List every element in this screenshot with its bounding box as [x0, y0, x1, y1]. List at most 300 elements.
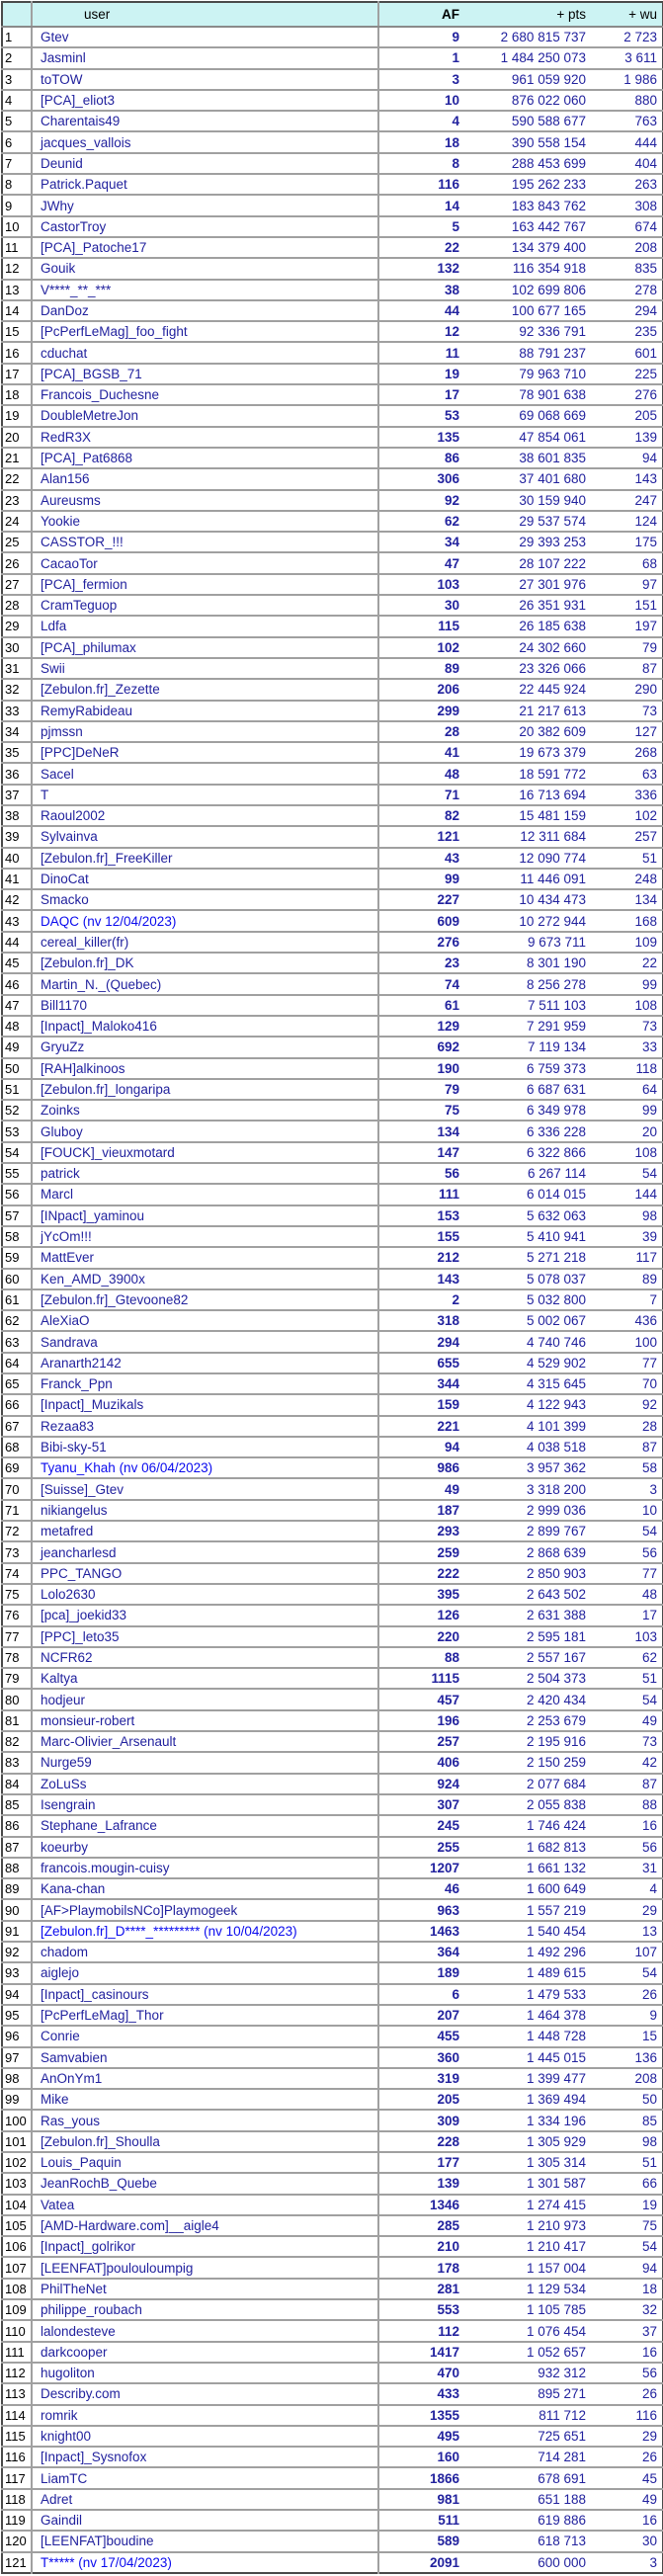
table-row: [2, 27, 663, 47]
user-link[interactable]: nikiangelus: [32, 1500, 378, 1521]
rank-cell: 58: [2, 1226, 32, 1247]
user-link[interactable]: Martin_N._(Quebec): [32, 973, 378, 994]
rank-cell: 47: [2, 995, 32, 1016]
user-link[interactable]: Gouik: [32, 258, 378, 279]
user-link[interactable]: [Suisse]_Gtev: [32, 1478, 378, 1499]
user-link[interactable]: Patrick.Paquet: [32, 174, 378, 195]
wu-cell: 56: [595, 1837, 663, 1858]
pts-cell: 619 886: [465, 2510, 595, 2531]
wu-cell: 116: [595, 2405, 663, 2426]
pts-cell: 2 150 259: [465, 1752, 595, 1773]
user-link[interactable]: Samvabien: [32, 2047, 378, 2068]
af-cell: 395: [378, 1584, 465, 1605]
wu-cell: 336: [595, 785, 663, 805]
table-row: [2, 1731, 663, 1752]
af-cell: 82: [378, 805, 465, 826]
table-row: [2, 721, 663, 742]
pts-cell: 1 369 494: [465, 2089, 595, 2110]
pts-cell: 88 791 237: [465, 342, 595, 363]
user-link[interactable]: Describy.com: [32, 2383, 378, 2404]
user-link[interactable]: [PCA]_BGSB_71: [32, 364, 378, 384]
user-link[interactable]: hodjeur: [32, 1689, 378, 1709]
wu-cell: 835: [595, 258, 663, 279]
user-link[interactable]: CramTeguop: [32, 595, 378, 616]
pts-cell: 5 410 941: [465, 1226, 595, 1247]
wu-cell: 108: [595, 995, 663, 1016]
pts-cell: 1 210 973: [465, 2215, 595, 2236]
wu-cell: 9: [595, 2005, 663, 2026]
pts-cell: 4 529 902: [465, 1353, 595, 1373]
table-row: [2, 1247, 663, 1268]
user-link[interactable]: [Inpact]_casinours: [32, 1984, 378, 2005]
pts-cell: 725 651: [465, 2426, 595, 2447]
user-link[interactable]: darkcooper: [32, 2342, 378, 2363]
user-link[interactable]: LiamTC: [32, 2467, 378, 2488]
table-row: [2, 616, 663, 636]
af-cell: 6: [378, 1984, 465, 2005]
user-link[interactable]: V****_**_***: [32, 280, 378, 300]
user-link[interactable]: AleXiaO: [32, 1310, 378, 1331]
user-link[interactable]: [Zebulon.fr]_longaripa: [32, 1079, 378, 1100]
wu-cell: 18: [595, 2279, 663, 2299]
af-cell: 553: [378, 2299, 465, 2320]
user-link[interactable]: philippe_roubach: [32, 2299, 378, 2320]
table-row: [2, 2257, 663, 2278]
user-link[interactable]: Ras_yous: [32, 2110, 378, 2130]
pts-cell: 1 484 250 073: [465, 47, 595, 68]
rank-cell: 49: [2, 1037, 32, 1057]
table-row: [2, 490, 663, 511]
wu-cell: 276: [595, 384, 663, 405]
table-row: [2, 1521, 663, 1541]
user-link[interactable]: Adret: [32, 2489, 378, 2510]
pts-cell: 134 379 400: [465, 237, 595, 258]
rank-cell: 118: [2, 2489, 32, 2510]
table-row: [2, 195, 663, 215]
rank-cell: 57: [2, 1205, 32, 1226]
user-link[interactable]: [AF>PlaymobilsNCo]Playmogeek: [32, 1899, 378, 1920]
user-link[interactable]: aiglejo: [32, 1962, 378, 1983]
user-link[interactable]: [PCA]_Pat6868: [32, 448, 378, 468]
wu-cell: 30: [595, 2531, 663, 2551]
rank-cell: 102: [2, 2152, 32, 2173]
user-link[interactable]: Marcl: [32, 1184, 378, 1205]
user-link[interactable]: AnOnYm1: [32, 2068, 378, 2089]
user-link[interactable]: T***** (nv 17/04/2023): [32, 2552, 378, 2573]
rank-cell: 111: [2, 2342, 32, 2363]
af-cell: 160: [378, 2447, 465, 2467]
wu-cell: 436: [595, 1310, 663, 1331]
table-row: [2, 1331, 663, 1352]
user-link[interactable]: Gaindil: [32, 2510, 378, 2531]
user-link[interactable]: RedR3X: [32, 427, 378, 448]
table-row: [2, 2215, 663, 2236]
user-link[interactable]: [Zebulon.fr]_DK: [32, 953, 378, 973]
af-cell: 3: [378, 69, 465, 90]
rank-cell: 34: [2, 721, 32, 742]
af-cell: 14: [378, 195, 465, 215]
af-cell: 609: [378, 910, 465, 931]
wu-cell: 205: [595, 405, 663, 426]
af-cell: 210: [378, 2236, 465, 2257]
user-link[interactable]: PPC_TANGO: [32, 1563, 378, 1584]
user-link[interactable]: Yookie: [32, 511, 378, 532]
user-link[interactable]: [PPC]DeNeR: [32, 742, 378, 763]
user-link[interactable]: [LEENFAT]poulouloumpig: [32, 2257, 378, 2278]
user-link[interactable]: Bill1170: [32, 995, 378, 1016]
rank-cell: 92: [2, 1942, 32, 1962]
user-link[interactable]: DanDoz: [32, 300, 378, 321]
wu-cell: 100: [595, 1331, 663, 1352]
user-link[interactable]: DAQC (nv 12/04/2023): [32, 910, 378, 931]
user-link[interactable]: Zoinks: [32, 1100, 378, 1121]
user-link[interactable]: cduchat: [32, 342, 378, 363]
pts-cell: 1 210 417: [465, 2236, 595, 2257]
wu-cell: 19: [595, 2195, 663, 2215]
user-link[interactable]: JWhy: [32, 195, 378, 215]
user-link[interactable]: Sacel: [32, 763, 378, 784]
user-link[interactable]: Bibi-sky-51: [32, 1437, 378, 1457]
af-cell: 360: [378, 2047, 465, 2068]
rank-cell: 96: [2, 2026, 32, 2046]
pts-cell: 1 557 219: [465, 1899, 595, 1920]
rank-cell: 46: [2, 973, 32, 994]
pts-cell: 38 601 835: [465, 448, 595, 468]
user-link[interactable]: Isengrain: [32, 1794, 378, 1815]
user-link[interactable]: DoubleMetreJon: [32, 405, 378, 426]
af-cell: 245: [378, 1815, 465, 1836]
user-link[interactable]: Ken_AMD_3900x: [32, 1269, 378, 1289]
wu-cell: 108: [595, 1142, 663, 1163]
wu-cell: 16: [595, 1815, 663, 1836]
rank-cell: 119: [2, 2510, 32, 2531]
user-link[interactable]: [pca]_joekid33: [32, 1605, 378, 1625]
wu-cell: 87: [595, 1774, 663, 1794]
user-link[interactable]: Nurge59: [32, 1752, 378, 1773]
user-link[interactable]: Deunid: [32, 153, 378, 174]
user-link[interactable]: JeanRochB_Quebe: [32, 2173, 378, 2194]
user-link[interactable]: Lolo2630: [32, 1584, 378, 1605]
user-link[interactable]: [Inpact]_golrikor: [32, 2236, 378, 2257]
user-link[interactable]: jYcOm!!!: [32, 1226, 378, 1247]
user-link[interactable]: Kana-chan: [32, 1878, 378, 1899]
user-link[interactable]: [PCA]_eliot3: [32, 90, 378, 111]
rank-cell: 37: [2, 785, 32, 805]
pts-cell: 1 448 728: [465, 2026, 595, 2046]
table-row: [2, 69, 663, 90]
table-row: [2, 1984, 663, 2005]
pts-cell: 18 591 772: [465, 763, 595, 784]
af-cell: 30: [378, 595, 465, 616]
pts-cell: 1 445 015: [465, 2047, 595, 2068]
wu-cell: 48: [595, 1584, 663, 1605]
pts-cell: 1 746 424: [465, 1815, 595, 1836]
wu-cell: 3: [595, 2552, 663, 2573]
user-link[interactable]: Aureusms: [32, 490, 378, 511]
af-cell: 220: [378, 1626, 465, 1647]
rank-column-header: [2, 2, 32, 27]
wu-cell: 58: [595, 1457, 663, 1478]
rank-cell: 114: [2, 2405, 32, 2426]
table-row: [2, 2510, 663, 2531]
pts-cell: 2 850 903: [465, 1563, 595, 1584]
af-cell: 56: [378, 1163, 465, 1184]
user-link[interactable]: lalondesteve: [32, 2320, 378, 2341]
user-link[interactable]: CastorTroy: [32, 216, 378, 237]
wu-cell: 98: [595, 2131, 663, 2152]
pts-cell: 2 999 036: [465, 1500, 595, 1521]
rank-cell: 109: [2, 2299, 32, 2320]
table-row: [2, 1079, 663, 1100]
user-link[interactable]: [Zebulon.fr]_D****_********* (nv 10/04/2023): [32, 1921, 378, 1942]
af-cell: 511: [378, 2510, 465, 2531]
user-link[interactable]: CacaoTor: [32, 552, 378, 573]
user-link[interactable]: francois.mougin-cuisy: [32, 1858, 378, 1878]
wu-column-header: + wu: [595, 2, 663, 27]
wu-cell: 51: [595, 1668, 663, 1689]
user-link[interactable]: [PPC]_leto35: [32, 1626, 378, 1647]
user-link[interactable]: toTOW: [32, 69, 378, 90]
user-link[interactable]: Sylvainva: [32, 826, 378, 847]
table-row: [2, 364, 663, 384]
user-link[interactable]: Swii: [32, 658, 378, 679]
wu-cell: 73: [595, 1731, 663, 1752]
pts-cell: 600 000: [465, 2552, 595, 2573]
wu-cell: 102: [595, 805, 663, 826]
wu-cell: 68: [595, 552, 663, 573]
user-link[interactable]: [PCA]_Patoche17: [32, 237, 378, 258]
user-link[interactable]: MattEver: [32, 1247, 378, 1268]
wu-cell: 7: [595, 1289, 663, 1310]
user-link[interactable]: [RAH]alkinoos: [32, 1058, 378, 1079]
user-link[interactable]: Conrie: [32, 2026, 378, 2046]
rank-cell: 72: [2, 1521, 32, 1541]
user-link[interactable]: Aranarth2142: [32, 1353, 378, 1373]
wu-cell: 16: [595, 2510, 663, 2531]
wu-cell: 208: [595, 237, 663, 258]
wu-cell: 1 986: [595, 69, 663, 90]
af-column-header: AF: [378, 2, 465, 27]
user-link[interactable]: Sandrava: [32, 1331, 378, 1352]
af-cell: 1417: [378, 2342, 465, 2363]
pts-cell: 23 326 066: [465, 658, 595, 679]
rank-cell: 89: [2, 1878, 32, 1899]
af-cell: 17: [378, 384, 465, 405]
user-link[interactable]: jeancharlesd: [32, 1541, 378, 1562]
user-link[interactable]: Ldfa: [32, 616, 378, 636]
rank-cell: 20: [2, 427, 32, 448]
af-cell: 190: [378, 1058, 465, 1079]
rank-cell: 101: [2, 2131, 32, 2152]
wu-cell: 13: [595, 1921, 663, 1942]
user-link[interactable]: RemyRabideau: [32, 701, 378, 721]
user-link[interactable]: GryuZz: [32, 1037, 378, 1057]
user-link[interactable]: [LEENFAT]boudine: [32, 2531, 378, 2551]
user-link[interactable]: patrick: [32, 1163, 378, 1184]
user-link[interactable]: [Inpact]_Maloko416: [32, 1016, 378, 1037]
wu-cell: 143: [595, 468, 663, 489]
wu-cell: 98: [595, 1205, 663, 1226]
af-cell: 8: [378, 153, 465, 174]
user-link[interactable]: [PCA]_fermion: [32, 574, 378, 595]
user-link[interactable]: DinoCat: [32, 869, 378, 889]
user-link[interactable]: Marc-Olivier_Arsenault: [32, 1731, 378, 1752]
af-cell: 319: [378, 2068, 465, 2089]
af-cell: 88: [378, 1647, 465, 1668]
pts-cell: 651 188: [465, 2489, 595, 2510]
rank-cell: 81: [2, 1710, 32, 1731]
table-row: [2, 280, 663, 300]
pts-cell: 8 301 190: [465, 953, 595, 973]
pts-cell: 1 305 314: [465, 2152, 595, 2173]
user-link[interactable]: [Inpact]_Muzikals: [32, 1394, 378, 1415]
af-cell: 228: [378, 2131, 465, 2152]
user-link[interactable]: koeurby: [32, 1837, 378, 1858]
user-link[interactable]: [Zebulon.fr]_Gtevoone82: [32, 1289, 378, 1310]
wu-cell: 294: [595, 300, 663, 321]
af-cell: 294: [378, 1331, 465, 1352]
wu-cell: 139: [595, 427, 663, 448]
user-link[interactable]: Smacko: [32, 889, 378, 910]
wu-cell: 151: [595, 595, 663, 616]
table-row: [2, 1962, 663, 1983]
af-cell: 62: [378, 511, 465, 532]
table-row: [2, 1500, 663, 1521]
user-link[interactable]: chadom: [32, 1942, 378, 1962]
rank-cell: 62: [2, 1310, 32, 1331]
user-link[interactable]: hugoliton: [32, 2363, 378, 2383]
user-link[interactable]: Kaltya: [32, 1668, 378, 1689]
rank-cell: 3: [2, 69, 32, 90]
user-link[interactable]: pjmssn: [32, 721, 378, 742]
user-link[interactable]: [Zebulon.fr]_Zezette: [32, 679, 378, 700]
user-link[interactable]: Rezaa83: [32, 1416, 378, 1437]
wu-cell: 168: [595, 910, 663, 931]
wu-cell: 28: [595, 1416, 663, 1437]
user-link[interactable]: [PCA]_philumax: [32, 637, 378, 658]
user-link[interactable]: T: [32, 785, 378, 805]
table-body: [2, 27, 663, 2573]
af-cell: 132: [378, 258, 465, 279]
user-link[interactable]: Vatea: [32, 2195, 378, 2215]
wu-cell: 56: [595, 1541, 663, 1562]
rank-cell: 4: [2, 90, 32, 111]
user-link[interactable]: Francois_Duchesne: [32, 384, 378, 405]
rank-cell: 21: [2, 448, 32, 468]
rank-cell: 117: [2, 2467, 32, 2488]
user-link[interactable]: [Zebulon.fr]_Shoulla: [32, 2131, 378, 2152]
af-cell: 221: [378, 1416, 465, 1437]
user-link[interactable]: NCFR62: [32, 1647, 378, 1668]
user-link[interactable]: [PcPerfLeMag]_foo_fight: [32, 321, 378, 342]
wu-cell: 118: [595, 1058, 663, 1079]
user-link[interactable]: Gluboy: [32, 1121, 378, 1141]
user-link[interactable]: metafred: [32, 1521, 378, 1541]
af-cell: 9: [378, 27, 465, 47]
user-link[interactable]: Franck_Ppn: [32, 1373, 378, 1394]
af-cell: 121: [378, 826, 465, 847]
user-link[interactable]: Tyanu_Khah (nv 06/04/2023): [32, 1457, 378, 1478]
user-link[interactable]: [PcPerfLeMag]_Thor: [32, 2005, 378, 2026]
af-cell: 102: [378, 637, 465, 658]
user-link[interactable]: Alan156: [32, 468, 378, 489]
wu-cell: 208: [595, 2068, 663, 2089]
user-link[interactable]: romrik: [32, 2405, 378, 2426]
af-cell: 299: [378, 701, 465, 721]
user-link[interactable]: [AMD-Hardware.com]__aigle4: [32, 2215, 378, 2236]
table-row: [2, 2299, 663, 2320]
pts-cell: 1 334 196: [465, 2110, 595, 2130]
af-cell: 2: [378, 1289, 465, 1310]
af-cell: 28: [378, 721, 465, 742]
pts-cell: 618 713: [465, 2531, 595, 2551]
rank-cell: 71: [2, 1500, 32, 1521]
table-row: [2, 2089, 663, 2110]
af-cell: 177: [378, 2152, 465, 2173]
wu-cell: 51: [595, 2152, 663, 2173]
user-link[interactable]: [INpact]_yaminou: [32, 1205, 378, 1226]
wu-cell: 2 723: [595, 27, 663, 47]
af-cell: 126: [378, 1605, 465, 1625]
user-link[interactable]: jacques_vallois: [32, 131, 378, 152]
user-link[interactable]: ZoLuSs: [32, 1774, 378, 1794]
rank-cell: 112: [2, 2363, 32, 2383]
rank-cell: 106: [2, 2236, 32, 2257]
user-link[interactable]: cereal_killer(fr): [32, 932, 378, 953]
user-link[interactable]: monsieur-robert: [32, 1710, 378, 1731]
af-cell: 112: [378, 2320, 465, 2341]
user-link[interactable]: Jasminl: [32, 47, 378, 68]
user-link[interactable]: [Inpact]_Sysnofox: [32, 2447, 378, 2467]
pts-cell: 4 740 746: [465, 1331, 595, 1352]
user-link[interactable]: [Zebulon.fr]_FreeKiller: [32, 848, 378, 869]
user-link[interactable]: Stephane_Lafrance: [32, 1815, 378, 1836]
user-link[interactable]: Charentais49: [32, 111, 378, 131]
user-link[interactable]: Raoul2002: [32, 805, 378, 826]
user-link[interactable]: Gtev: [32, 27, 378, 47]
wu-cell: 77: [595, 1563, 663, 1584]
pts-cell: 1 489 615: [465, 1962, 595, 1983]
rank-cell: 53: [2, 1121, 32, 1141]
af-cell: 457: [378, 1689, 465, 1709]
pts-cell: 100 677 165: [465, 300, 595, 321]
user-link[interactable]: CASSTOR_!!!: [32, 532, 378, 552]
rank-cell: 108: [2, 2279, 32, 2299]
wu-cell: 26: [595, 2383, 663, 2404]
user-link[interactable]: [FOUCK]_vieuxmotard: [32, 1142, 378, 1163]
wu-cell: 235: [595, 321, 663, 342]
pts-cell: 19 673 379: [465, 742, 595, 763]
rank-cell: 93: [2, 1962, 32, 1983]
pts-cell: 2 557 167: [465, 1647, 595, 1668]
table-row: [2, 1394, 663, 1415]
pts-cell: 4 101 399: [465, 1416, 595, 1437]
table-row: [2, 2110, 663, 2130]
rank-cell: 29: [2, 616, 32, 636]
table-row: [2, 321, 663, 342]
wu-cell: 33: [595, 1037, 663, 1057]
af-cell: 61: [378, 995, 465, 1016]
user-link[interactable]: PhilTheNet: [32, 2279, 378, 2299]
rank-cell: 31: [2, 658, 32, 679]
user-link[interactable]: Mike: [32, 2089, 378, 2110]
user-link[interactable]: knight00: [32, 2426, 378, 2447]
pts-cell: 92 336 791: [465, 321, 595, 342]
user-link[interactable]: Louis_Paquin: [32, 2152, 378, 2173]
af-cell: 963: [378, 1899, 465, 1920]
pts-cell: 1 301 587: [465, 2173, 595, 2194]
table-row: [2, 2467, 663, 2488]
